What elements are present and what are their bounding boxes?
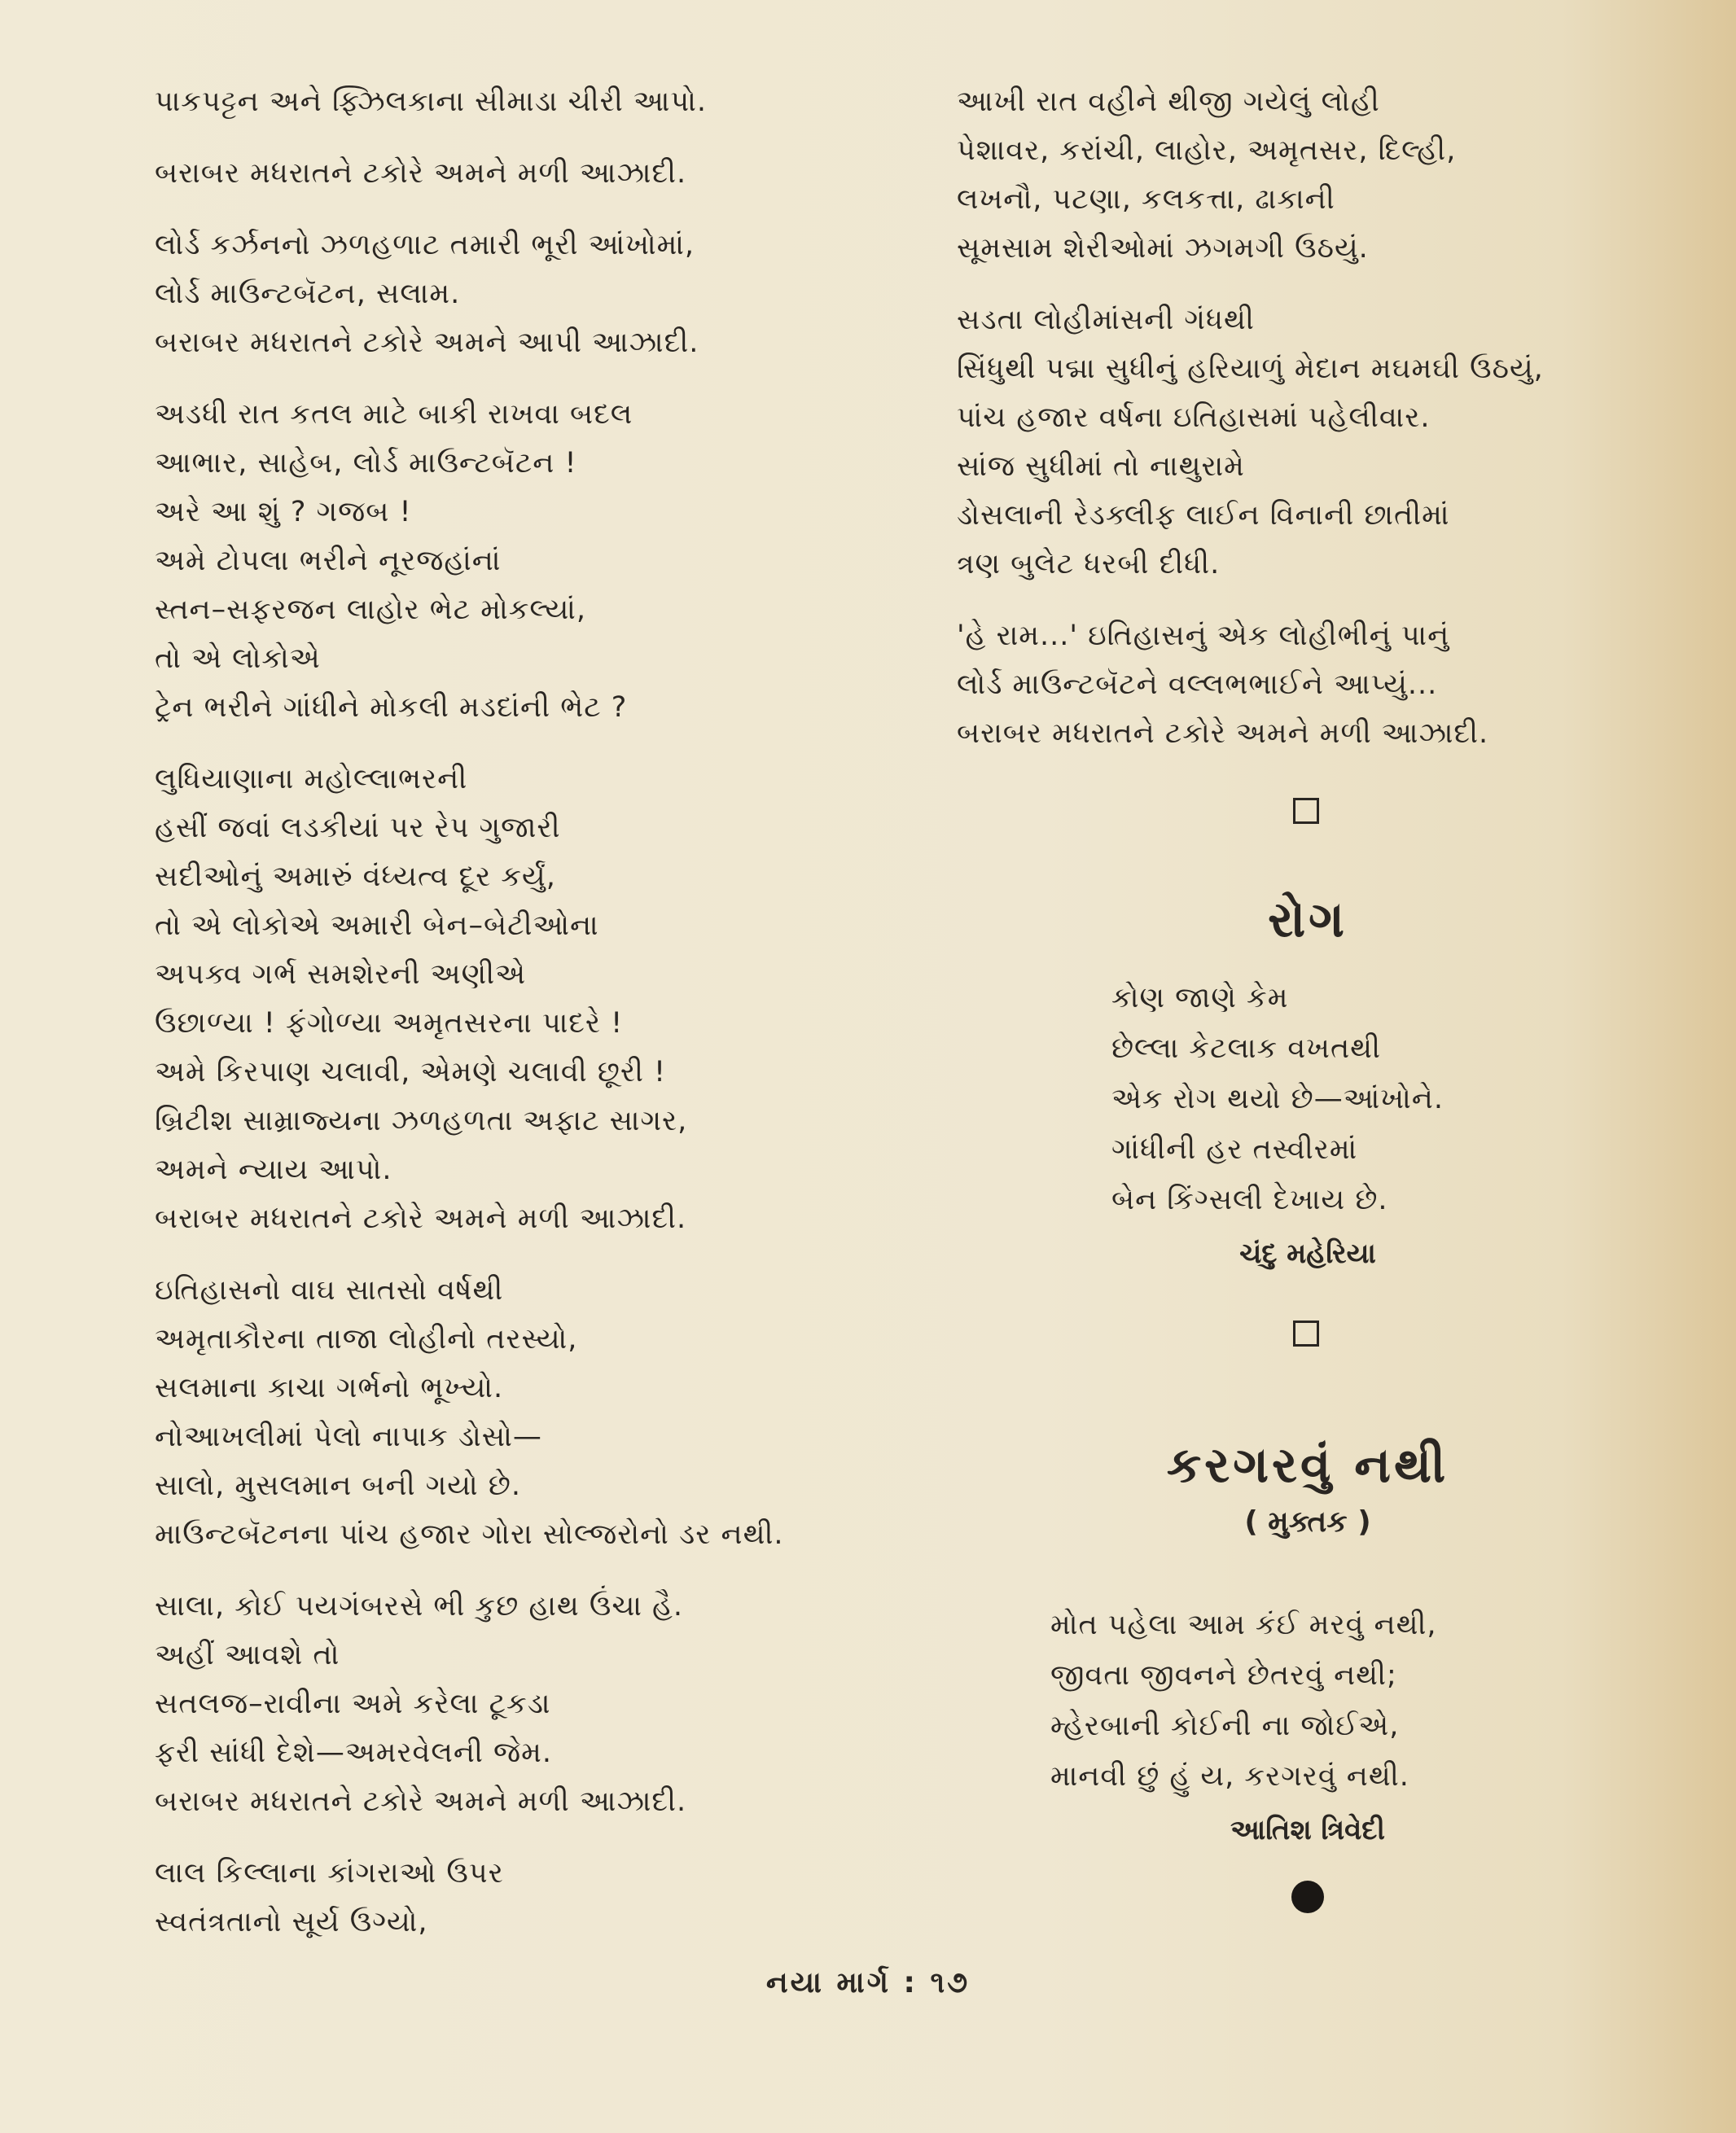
poem-line: સાંજ સુધીમાં તો નાથુરામે bbox=[957, 450, 1245, 483]
poem-line: આભાર, સાહેબ, લોર્ડ માઉન્ટબૅટન ! bbox=[155, 447, 577, 480]
stanza bbox=[155, 77, 969, 126]
poem-karagarvu-subtitle: ( મુક્તક ) bbox=[1244, 1505, 1371, 1539]
poem-karagarvu bbox=[941, 1437, 1674, 1540]
poem-line: સ્વતંત્રતાનો સૂર્ય ઉગ્યો, bbox=[155, 1906, 428, 1938]
stanza bbox=[155, 755, 969, 1243]
poem-karagarvu-author-block bbox=[941, 1814, 1674, 1846]
poem-line: પાકપટ્ટન અને ફ્ઝિલકાના સીમાડા ચીરી આપો. bbox=[155, 85, 707, 118]
stanza bbox=[155, 1582, 969, 1826]
stanza bbox=[957, 77, 1673, 273]
poem-line: સતલજ–રાવીના અમે કરેલા ટૂકડા bbox=[155, 1688, 551, 1720]
poem-line: બરાબર મધરાતને ટકોરે અમને મળી આઝાદી. bbox=[155, 1202, 687, 1235]
poem-line: કોણ જાણે કેમ bbox=[1111, 982, 1289, 1014]
poem-line: અમૃતાકૌરના તાજા લોહીનો તરસ્યો, bbox=[155, 1323, 578, 1356]
poem-line: સાલા, કોઈ પયગંબરસે ભી કુછ હાથ ઉંચા હૈ. bbox=[155, 1590, 684, 1623]
poem-line: સદીઓનું અમારું વંધ્યત્વ દૂર કર્યું, bbox=[155, 861, 556, 893]
section-divider-square bbox=[1293, 798, 1319, 824]
poem-line: લખનૌ, પટણા, કલકત્તા, ઢાકાની bbox=[957, 183, 1335, 216]
stanza bbox=[155, 1849, 969, 1947]
poem-line: બરાબર મધરાતને ટકોરે અમને મળી આઝાદી. bbox=[957, 717, 1489, 750]
poem-line: માનવી છું હું ય, કરગરવું નથી. bbox=[1050, 1760, 1409, 1793]
poem-line: ગાંધીની હર તસ્વીરમાં bbox=[1111, 1133, 1358, 1166]
poem-line: અમને ન્યાય આપો. bbox=[155, 1154, 392, 1186]
poem-line: ત્રણ બુલેટ ધરબી દીધી. bbox=[957, 548, 1221, 580]
poem-line: સ્તન–સફરજન લાહોર ભેટ મોકલ્યાં, bbox=[155, 593, 586, 626]
stanza bbox=[155, 390, 969, 732]
poem-line: પાંચ હજાર વર્ષના ઇતિહાસમાં પહેલીવાર. bbox=[957, 401, 1431, 434]
poem-line: અપક્વ ગર્ભ સમશેરની અણીએ bbox=[155, 958, 527, 991]
poem-rog-author: ચંદુ મહેરિયા bbox=[1239, 1237, 1376, 1270]
poem-line: બરાબર મધરાતને ટકોરે અમને આપી આઝાદી. bbox=[155, 326, 699, 359]
right-column-poem bbox=[957, 77, 1673, 781]
poem-line: સૂમસામ શેરીઓમાં ઝગમગી ઉઠયું. bbox=[957, 232, 1369, 265]
poem-rog-title: રોગ bbox=[1268, 891, 1348, 948]
poem-line: ટ્રેન ભરીને ગાંધીને મોકલી મડદાંની ભેટ ? bbox=[155, 691, 628, 724]
poem-line: આખી રાત વહીને થીજી ગયેલું લોહી bbox=[957, 85, 1380, 118]
poem-line: બરાબર મધરાતને ટકોરે અમને મળી આઝાદી. bbox=[155, 1785, 687, 1818]
end-dot bbox=[1291, 1881, 1324, 1913]
poem-line: સિંધુથી પદ્મા સુધીનું હરિયાળું મેદાન મઘમઘી ઉઠયું, bbox=[957, 353, 1544, 385]
poem-line: ઉછાળ્યા ! ફંગોળ્યા અમૃતસરના પાદરે ! bbox=[155, 1007, 624, 1040]
poem-line: બેન કિંગ્સલી દેખાય છે. bbox=[1111, 1184, 1388, 1216]
poem-line: બરાબર મધરાતને ટકોરે અમને મળી આઝાદી. bbox=[155, 157, 687, 190]
poem-line: એક રોગ થયો છે—આંખોને. bbox=[1111, 1083, 1444, 1115]
page-footer: નયા માર્ગ : ૧૭ bbox=[765, 1966, 971, 1999]
poem-line: તો એ લોકોએ bbox=[155, 642, 321, 675]
poem-line: ફરી સાંધી દેશે—અમરવેલની જેમ. bbox=[155, 1737, 552, 1769]
poem-line: લુધિયાણાના મહોલ્લાભરની bbox=[155, 763, 468, 795]
stanza bbox=[155, 149, 969, 198]
poem-rog bbox=[941, 891, 1674, 948]
section-divider-square bbox=[1293, 1321, 1319, 1347]
poem-line: મ્હેરબાની કોઈની ના જોઈએ, bbox=[1050, 1710, 1400, 1742]
poem-line: હસીં જવાં લડકીયાં પર રેપ ગુજારી bbox=[155, 812, 561, 844]
poem-line: છેલ્લા કેટલાક વખતથી bbox=[1111, 1032, 1382, 1065]
poem-line: અમે કિરપાણ ચલાવી, એમણે ચલાવી છૂરી ! bbox=[155, 1056, 667, 1088]
poem-line: બ્રિટીશ સામ્રાજ્યના ઝળહળતા અફાટ સાગર, bbox=[155, 1105, 688, 1137]
stanza bbox=[155, 221, 969, 367]
poem-karagarvu-body bbox=[1050, 1600, 1437, 1802]
stanza bbox=[155, 1266, 969, 1559]
poem-line: લોર્ડ માઉન્ટબૅટન, સલામ. bbox=[155, 278, 461, 310]
poem-line: તો એ લોકોએ અમારી બેન–બેટીઓના bbox=[155, 909, 599, 942]
poem-line: લોર્ડ માઉન્ટબૅટને વલ્લભભાઈને આપ્યું... bbox=[957, 668, 1438, 701]
poem-rog-author-block bbox=[941, 1237, 1674, 1270]
poem-line: ડોસલાની રેડક્લીફ લાઈન વિનાની છાતીમાં bbox=[957, 499, 1450, 532]
left-column-poem bbox=[155, 77, 969, 1969]
poem-line: લોર્ડ કર્ઝનનો ઝળહળાટ તમારી ભૂરી આંખોમાં, bbox=[155, 229, 695, 261]
poem-line: માઉન્ટબૅટનના પાંચ હજાર ગોરા સોલ્જરોનો ડર નથી. bbox=[155, 1518, 784, 1551]
stanza bbox=[957, 611, 1673, 758]
poem-line: સડતા લોહીમાંસની ગંધથી bbox=[957, 304, 1255, 336]
poem-line: સાલો, મુસલમાન બની ગયો છે. bbox=[155, 1469, 521, 1502]
poem-line: અડધી રાત કતલ માટે બાકી રાખવા બદલ bbox=[155, 398, 633, 431]
stanza bbox=[957, 296, 1673, 589]
poem-line: મોત પહેલા આમ કંઈ મરવું નથી, bbox=[1050, 1609, 1437, 1641]
poem-line: ઇતિહાસનો વાઘ સાતસો વર્ષથી bbox=[155, 1274, 504, 1307]
poem-rog-body bbox=[1111, 973, 1444, 1225]
poem-line: સલમાના કાચા ગર્ભનો ભૂખ્યો. bbox=[155, 1372, 504, 1404]
poem-line: અમે ટોપલા ભરીને નૂરજહાંનાં bbox=[155, 545, 502, 577]
poem-line: અરે આ શું ? ગજબ ! bbox=[155, 496, 412, 528]
poem-line: લાલ કિલ્લાના કાંગરાઓ ઉપર bbox=[155, 1857, 504, 1890]
poem-line: 'હે રામ...' ઇતિહાસનું એક લોહીભીનું પાનું bbox=[957, 620, 1450, 652]
poem-line: નોઆખલીમાં પેલો નાપાક ડોસો— bbox=[155, 1421, 542, 1453]
poem-line: જીવતા જીવનને છેતરવું નથી; bbox=[1050, 1659, 1397, 1692]
poem-karagarvu-author: આતિશ ત્રિવેદી bbox=[1230, 1814, 1386, 1846]
poem-line: અહીં આવશે તો bbox=[155, 1639, 340, 1671]
poem-karagarvu-title: કરગરવું નથી bbox=[1166, 1437, 1449, 1494]
poem-line: પેશાવર, કરાંચી, લાહોર, અમૃતસર, દિલ્હી, bbox=[957, 134, 1457, 167]
